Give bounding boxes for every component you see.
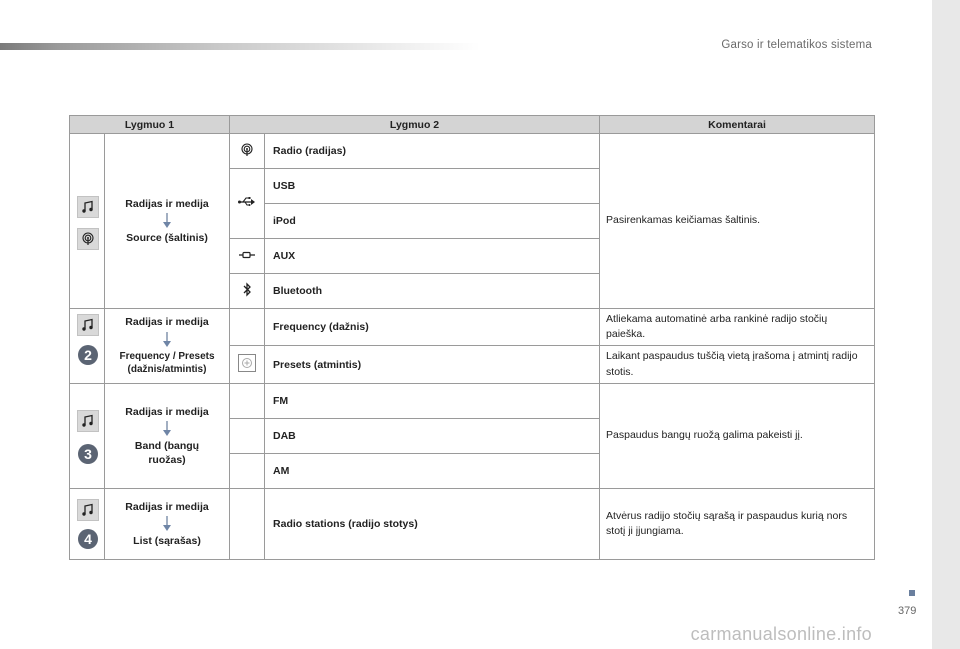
comment-cell: Atliekama automatinė arba rankinė radijo stočių paieška. [600, 309, 875, 346]
comment-cell: Atvėrus radijo stočių sąrašą ir paspaudus kurią nors stotį ji įjungiama. [600, 488, 875, 559]
level2-item: Presets (atmintis) [265, 346, 600, 383]
empty-icon-cell [230, 383, 265, 418]
level1-menu-label: Radijas ir medija [125, 500, 209, 513]
level2-item: USB [265, 169, 600, 204]
group2-level1 [105, 309, 230, 384]
music-note-icon [77, 314, 99, 336]
watermark: carmanualsonline.info [690, 624, 872, 644]
aux-icon [230, 239, 265, 274]
arrow-down-icon [162, 332, 172, 348]
page-number: 379 [898, 605, 917, 617]
group4-icons [70, 488, 105, 559]
menu-table [69, 115, 875, 560]
group1-level1 [105, 134, 230, 309]
level1-submenu-label: Band (bangų ruožas) [134, 439, 200, 466]
col-header-level2: Lygmuo 2 [230, 116, 600, 134]
empty-icon-cell [230, 488, 265, 559]
comment-cell: Laikant paspaudus tuščią vietą įrašoma į atmintį radijo stotis. [600, 346, 875, 383]
step-badge: 3 [78, 444, 98, 464]
group3-level1 [105, 383, 230, 488]
step-badge: 2 [78, 345, 98, 365]
table-row [70, 383, 875, 418]
step-badge: 4 [78, 529, 98, 549]
level2-item: Radio stations (radijo stotys) [265, 488, 600, 559]
group3-icons [70, 383, 105, 488]
top-gradient-bar [0, 43, 480, 50]
level2-item: AUX [265, 239, 600, 274]
group2-icons [70, 309, 105, 384]
empty-icon-cell [230, 453, 265, 488]
bluetooth-icon [230, 274, 265, 309]
empty-icon-cell [230, 309, 265, 346]
level1-submenu-label: Frequency / Presets (dažnis/atmintis) [119, 350, 215, 376]
level1-menu-label: Radijas ir medija [125, 197, 209, 210]
table-row [70, 134, 875, 169]
group4-level1 [105, 488, 230, 559]
table-row [70, 488, 875, 559]
level1-submenu-label: Source (šaltinis) [126, 232, 208, 244]
radio-icon [230, 134, 265, 169]
arrow-down-icon [162, 516, 172, 532]
group1-icons [70, 134, 105, 309]
table-header-row [70, 116, 875, 134]
comment-cell: Pasirenkamas keičiamas šaltinis. [600, 134, 875, 309]
preset-add-icon [230, 346, 265, 383]
side-strip [932, 0, 960, 649]
music-note-icon [77, 410, 99, 432]
section-title: Garso ir telematikos sistema [721, 39, 872, 51]
comment-cell: Paspaudus bangų ruožą galima pakeisti jį. [600, 383, 875, 488]
level2-item: Frequency (dažnis) [265, 309, 600, 346]
level2-item: iPod [265, 204, 600, 239]
arrow-down-icon [162, 213, 172, 229]
table-row [70, 309, 875, 346]
music-note-icon [77, 196, 99, 218]
level2-item: DAB [265, 418, 600, 453]
arrow-down-icon [162, 421, 172, 437]
page-marker [909, 590, 915, 596]
empty-icon-cell [230, 418, 265, 453]
level1-menu-label: Radijas ir medija [125, 405, 209, 418]
level2-item: AM [265, 453, 600, 488]
level1-submenu-label: List (sąrašas) [133, 534, 201, 547]
col-header-level1: Lygmuo 1 [70, 116, 230, 134]
usb-icon [230, 169, 265, 239]
level2-item: FM [265, 383, 600, 418]
col-header-comments: Komentarai [600, 116, 875, 134]
level2-item: Radio (radijas) [265, 134, 600, 169]
level2-item: Bluetooth [265, 274, 600, 309]
radio-signal-icon [77, 228, 99, 250]
music-note-icon [77, 499, 99, 521]
level1-menu-label: Radijas ir medija [125, 316, 209, 329]
